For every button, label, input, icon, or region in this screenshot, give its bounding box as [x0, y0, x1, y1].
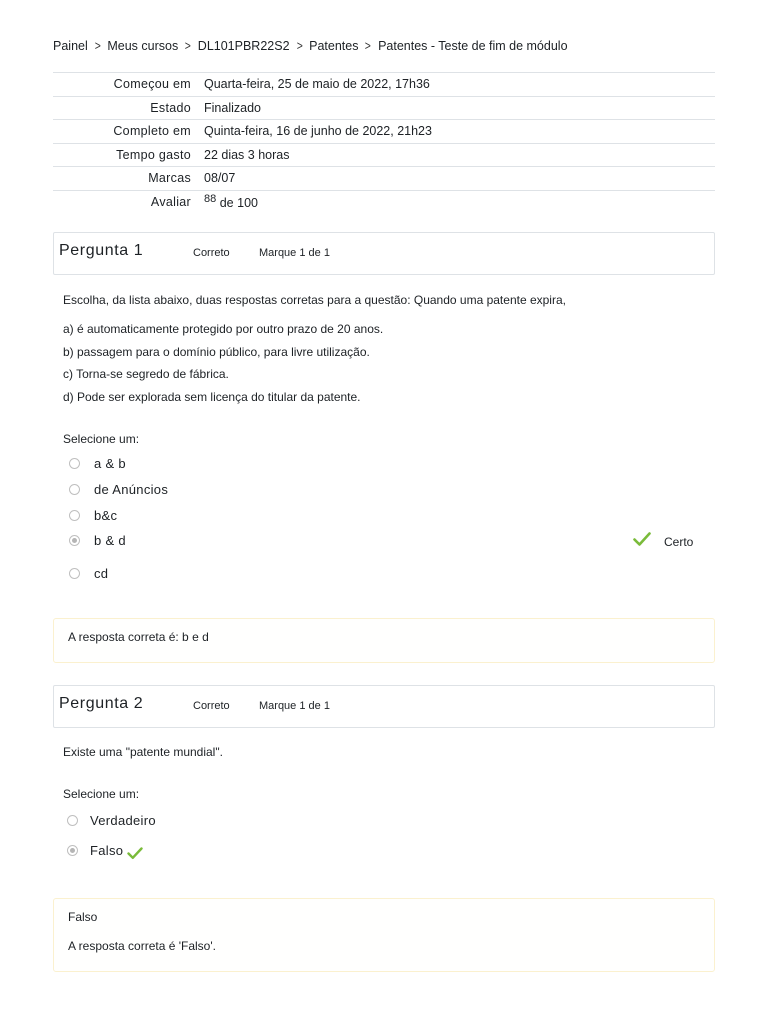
summary-label: Marcas: [53, 167, 204, 191]
chevron-right-icon: >: [365, 38, 372, 53]
question-1-header: [53, 232, 715, 275]
question-status: Correto: [193, 700, 230, 712]
summary-label: Avaliar: [53, 190, 204, 213]
check-icon: [127, 847, 143, 860]
question-1-prompt: Escolha, da lista abaixo, duas respostas corretas para a questão: Quando uma patente expira,: [63, 293, 566, 307]
q2-option-falso[interactable]: [67, 842, 143, 858]
q1-option-anuncios[interactable]: [69, 481, 168, 497]
summary-row: [53, 120, 715, 144]
summary-row: [53, 190, 715, 213]
chevron-right-icon: >: [94, 38, 101, 53]
question-marks: Marque 1 de 1: [259, 247, 330, 259]
question-1-feedback: [53, 618, 715, 663]
right-answer-text: A resposta correta é 'Falso'.: [68, 939, 216, 953]
breadcrumb: [53, 38, 568, 53]
attempt-summary-table: [53, 72, 715, 213]
question-2-header: [53, 685, 715, 728]
question-1-item: d) Pode ser explorada sem licença do titular da patente.: [63, 390, 361, 404]
radio-button-selected[interactable]: [69, 535, 80, 546]
question-2-select-label: Selecione um:: [63, 787, 140, 801]
breadcrumb-quiz[interactable]: Patentes - Teste de fim de módulo: [378, 39, 568, 53]
question-marks: Marque 1 de 1: [259, 700, 330, 712]
grade-score: 88: [204, 193, 217, 206]
question-1-item: c) Torna-se segredo de fábrica.: [63, 367, 229, 381]
summary-row: [53, 167, 715, 191]
q2-option-verdadeiro[interactable]: [67, 812, 156, 828]
summary-value: [204, 190, 715, 213]
radio-button[interactable]: [67, 815, 78, 826]
summary-value: 08/07: [204, 167, 715, 191]
general-feedback-text: Falso: [68, 910, 98, 924]
question-status: Correto: [193, 247, 230, 259]
summary-value: Quinta-feira, 16 de junho de 2022, 21h23: [204, 120, 715, 144]
option-label: b & d: [94, 532, 126, 548]
summary-label: Começou em: [53, 73, 204, 97]
summary-row: [53, 96, 715, 120]
question-title: Pergunta 2: [59, 695, 144, 712]
option-label: cd: [94, 565, 109, 581]
option-label: Verdadeiro: [90, 812, 156, 828]
question-2-prompt: Existe uma "patente mundial".: [63, 745, 223, 759]
q1-option-cd[interactable]: [69, 565, 108, 581]
breadcrumb-meus-cursos[interactable]: Meus cursos: [107, 39, 179, 53]
question-1-select-label: Selecione um:: [63, 432, 140, 446]
correct-label: Certo: [664, 535, 694, 549]
radio-button[interactable]: [69, 568, 80, 579]
question-title: Pergunta 1: [59, 242, 144, 259]
option-label: b&c: [94, 507, 118, 523]
q1-option-b-d[interactable]: [69, 532, 126, 548]
summary-label: Tempo gasto: [53, 143, 204, 167]
breadcrumb-section[interactable]: Patentes: [309, 39, 359, 53]
summary-label: Estado: [53, 96, 204, 120]
radio-button[interactable]: [69, 484, 80, 495]
summary-label: Completo em: [53, 120, 204, 144]
option-label: Falso: [90, 842, 124, 858]
radio-button[interactable]: [69, 458, 80, 469]
breadcrumb-painel[interactable]: Painel: [53, 39, 88, 53]
summary-value: Quarta-feira, 25 de maio de 2022, 17h36: [204, 73, 715, 97]
right-answer-text: A resposta correta é: b e d: [68, 630, 209, 644]
chevron-right-icon: >: [184, 38, 192, 53]
option-label: a & b: [94, 455, 126, 471]
check-icon: [633, 532, 651, 547]
radio-button-selected[interactable]: [67, 845, 78, 856]
q1-option-a-b[interactable]: [69, 455, 126, 471]
summary-value: Finalizado: [204, 96, 715, 120]
summary-row: [53, 143, 715, 167]
question-1-item: b) passagem para o domínio público, para livre utilização.: [63, 345, 370, 359]
question-1-item: a) é automaticamente protegido por outro prazo de 20 anos.: [63, 322, 384, 336]
summary-row: [53, 73, 715, 97]
q1-option-b-c[interactable]: [69, 507, 117, 523]
question-2-feedback: [53, 898, 715, 972]
breadcrumb-course[interactable]: DL101PBR22S2: [197, 39, 290, 53]
option-label: de Anúncios: [94, 481, 169, 497]
summary-value: 22 dias 3 horas: [204, 143, 715, 167]
grade-suffix: de 100: [219, 196, 258, 211]
chevron-right-icon: >: [296, 38, 303, 53]
radio-button[interactable]: [69, 510, 80, 521]
